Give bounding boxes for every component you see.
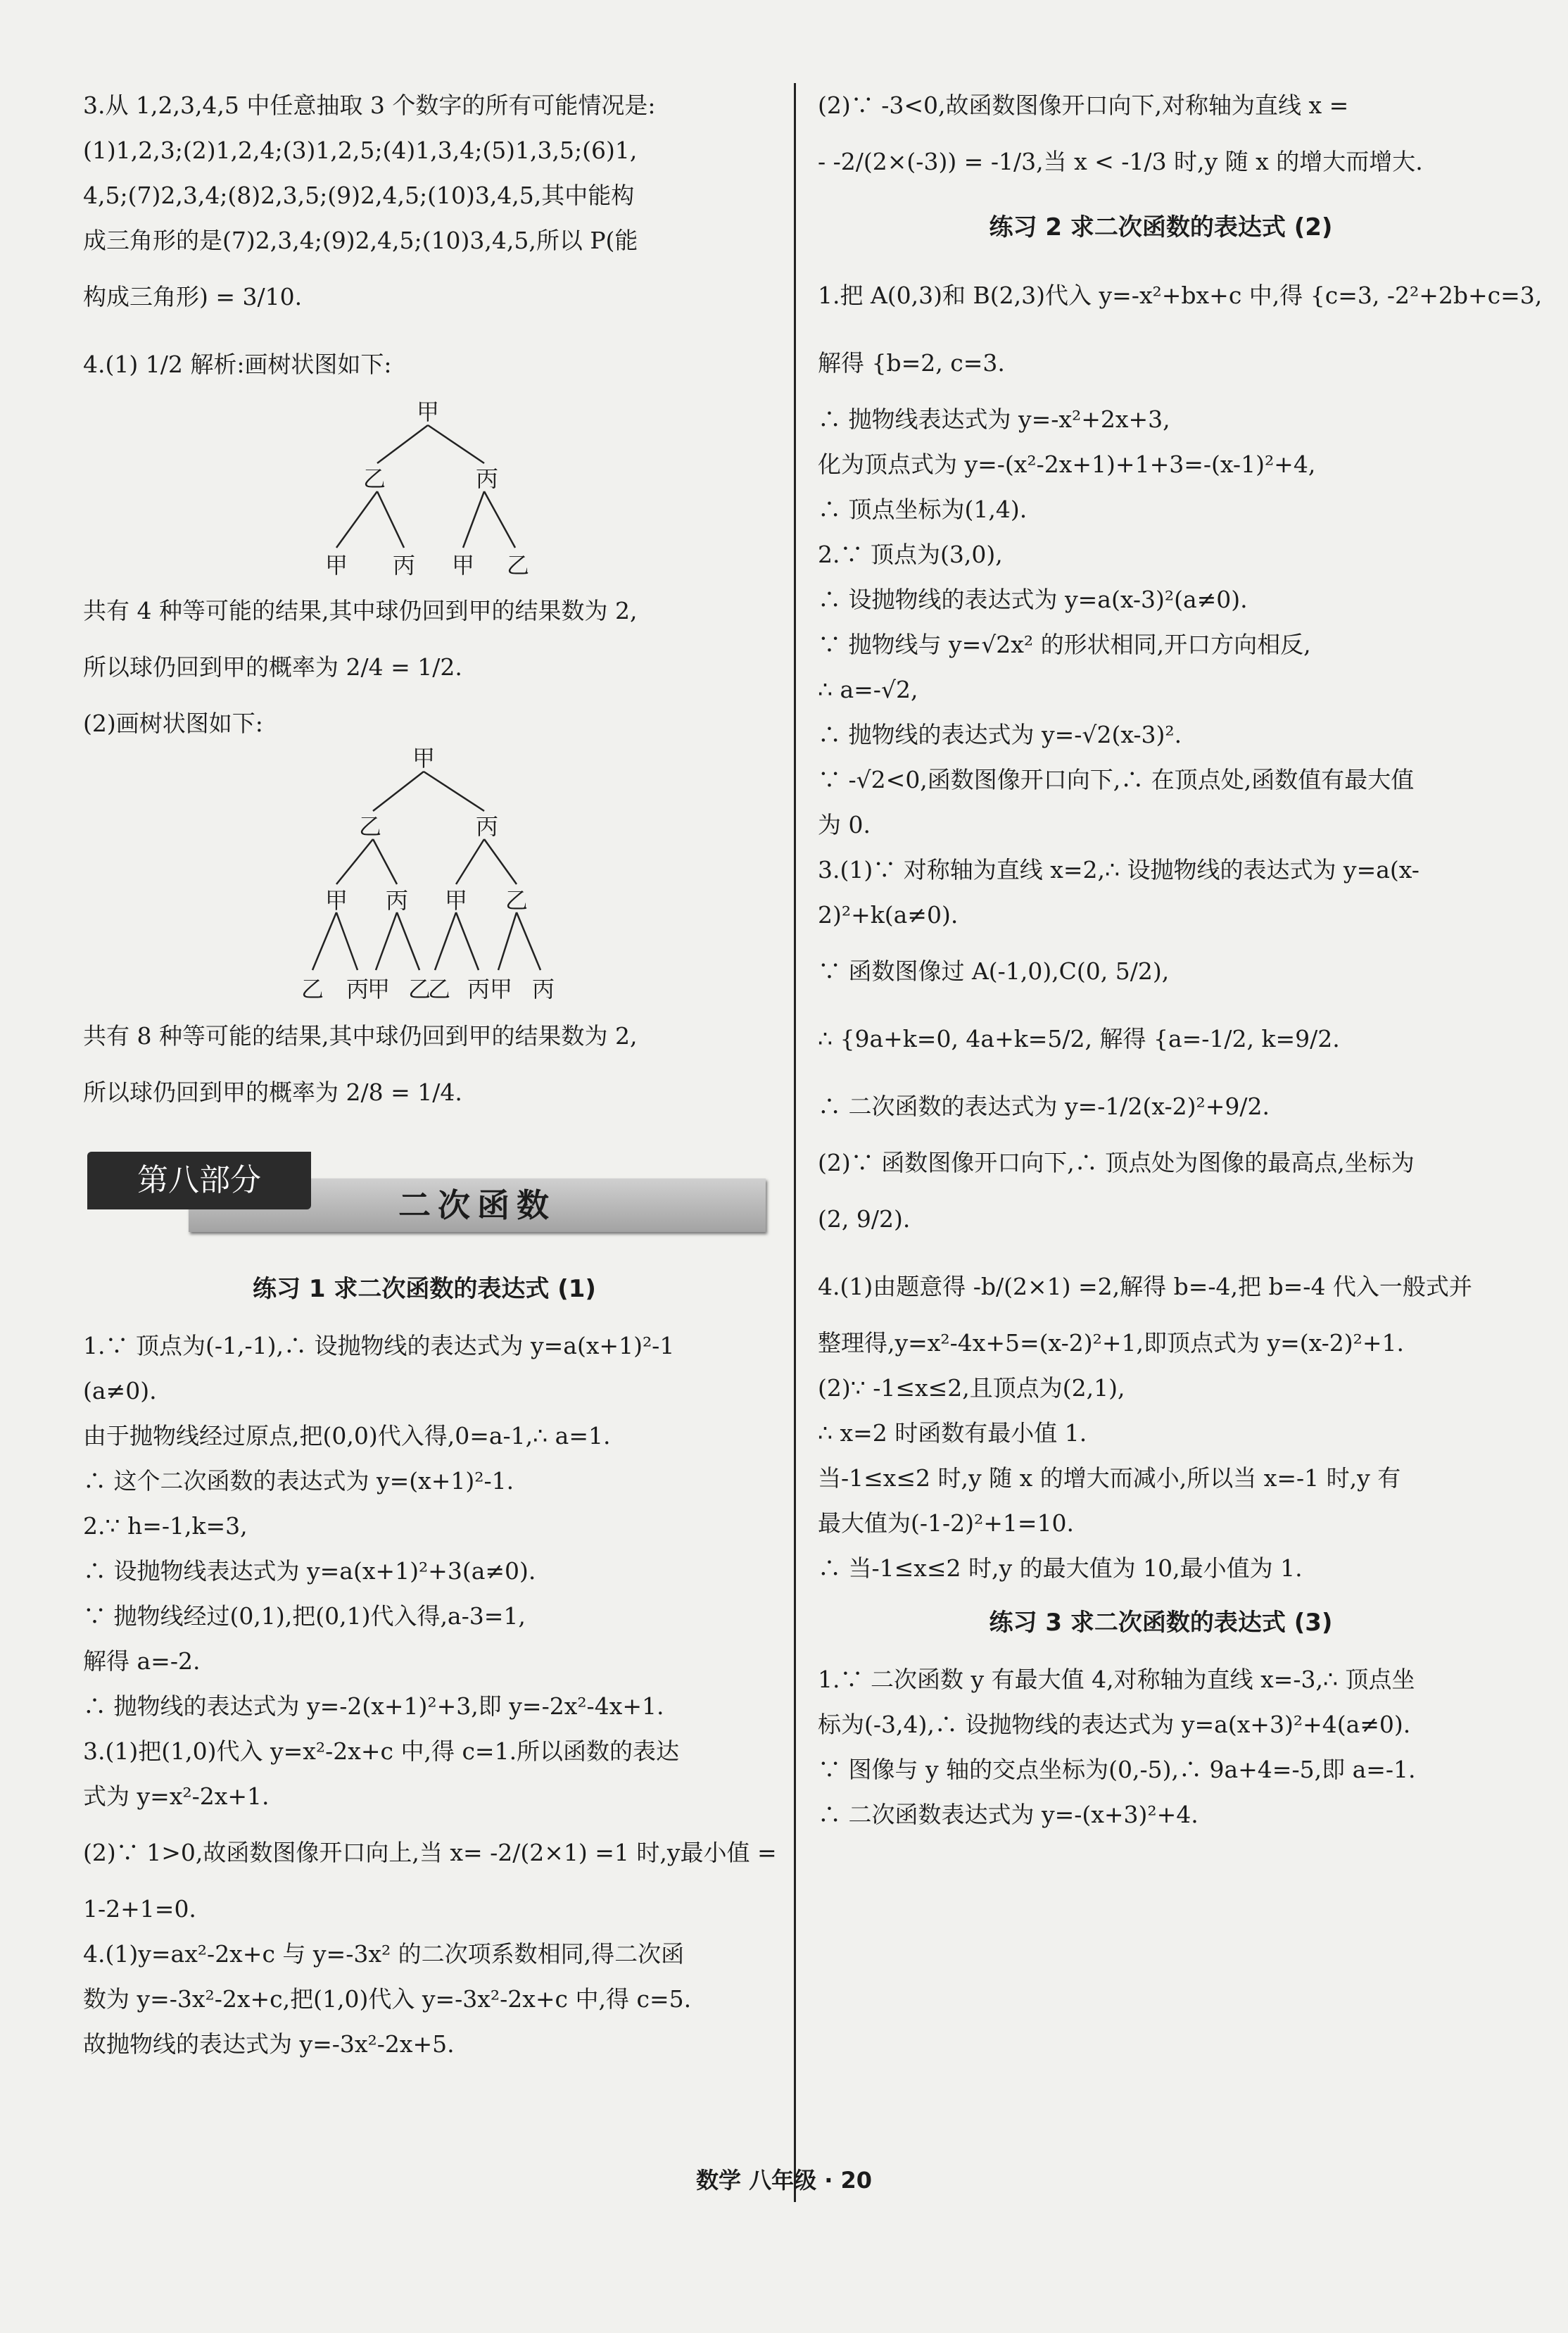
tree1-node: 乙: [362, 465, 386, 492]
text-line: ∵ 抛物线经过(0,1),把(0,1)代入得,a-3=1,: [83, 1602, 526, 1630]
text-line: 由于抛物线经过原点,把(0,0)代入得,0=a-1,∴ a=1.: [83, 1422, 611, 1450]
text-line: 式为 y=x²-2x+1.: [83, 1782, 270, 1810]
right-column: [818, 83, 1543, 1837]
text-line: (2, 9/2).: [818, 1205, 911, 1233]
tree2-leaf: 甲: [367, 976, 391, 1002]
text-line: (2)∵ 函数图像开口向下,∴ 顶点处为图像的最高点,坐标为: [818, 1149, 1415, 1176]
text-line: 整理得,y=x²-4x+5=(x-2)²+1,即顶点式为 y=(x-2)²+1.: [818, 1329, 1405, 1357]
text-line: ∴ 设抛物线的表达式为 y=a(x-3)²(a≠0).: [818, 586, 1248, 613]
tree2-leaf: 乙: [301, 976, 324, 1002]
text-line: 解得 {b=2, c=3.: [818, 349, 1005, 377]
tree1-node: 丙: [475, 465, 499, 492]
text-line: ∴ 设抛物线表达式为 y=a(x+1)²+3(a≠0).: [83, 1557, 536, 1585]
text-line: 2.∵ h=-1,k=3,: [83, 1512, 248, 1540]
exercise-title: 练习 1 求二次函数的表达式 (1): [253, 1275, 596, 1303]
tree2-root: 甲: [412, 746, 436, 772]
tree2-node: 乙: [505, 887, 529, 914]
text-line: (2)∵ 1>0,故函数图像开口向上,当 x= -2/(2×1) =1 时,y最小值 =: [83, 1839, 777, 1866]
text-line: ∴ {9a+k=0, 4a+k=5/2, 解得 {a=-1/2, k=9/2.: [818, 1025, 1340, 1052]
tree2-leaf: 乙: [407, 976, 431, 1002]
text-line: ∴ 顶点坐标为(1,4).: [818, 496, 1028, 523]
text-line: 成三角形的是(7)2,3,4;(9)2,4,5;(10)3,4,5,所以 P(能: [83, 227, 638, 254]
text-line: ∴ 二次函数表达式为 y=-(x+3)²+4.: [818, 1801, 1199, 1828]
text-line: (2)∵ -3<0,故函数图像开口向下,对称轴为直线 x =: [818, 92, 1349, 119]
text-line: 解得 a=-2.: [83, 1647, 201, 1675]
text-line: ∵ 抛物线与 y=√2x² 的形状相同,开口方向相反,: [818, 631, 1311, 658]
text-line: (2)∵ -1≤x≤2,且顶点为(2,1),: [818, 1374, 1125, 1402]
text-line: ∴ 当-1≤x≤2 时,y 的最大值为 10,最小值为 1.: [818, 1554, 1303, 1582]
text-line: 共有 8 种等可能的结果,其中球仍回到甲的结果数为 2,: [83, 1022, 638, 1050]
text-line: 4,5;(7)2,3,4;(8)2,3,5;(9)2,4,5;(10)3,4,5,其中能构: [83, 182, 635, 209]
text-line: ∴ a=-√2,: [818, 676, 918, 703]
text-line: ∵ -√2<0,函数图像开口向下,∴ 在顶点处,函数值有最大值: [818, 766, 1415, 793]
text-line: 所以球仍回到甲的概率为 2/8 = 1/4.: [83, 1079, 462, 1106]
tree1-leaf: 甲: [324, 552, 348, 579]
text-line: 共有 4 种等可能的结果,其中球仍回到甲的结果数为 2,: [83, 597, 638, 624]
tree2-leaf: 丙: [531, 976, 555, 1002]
text-line: (2)画树状图如下:: [83, 710, 263, 737]
text-line: ∴ 抛物线的表达式为 y=-2(x+1)²+3,即 y=-2x²-4x+1.: [83, 1692, 664, 1720]
text-line: 4.(1)y=ax²-2x+c 与 y=-3x² 的二次项系数相同,得二次函: [83, 1940, 685, 1968]
text-line: 1.∵ 二次函数 y 有最大值 4,对称轴为直线 x=-3,∴ 顶点坐: [818, 1666, 1415, 1693]
text-line: 3.(1)∵ 对称轴为直线 x=2,∴ 设抛物线的表达式为 y=a(x-: [818, 856, 1420, 883]
text-line: 化为顶点式为 y=-(x²-2x+1)+1+3=-(x-1)²+4,: [818, 451, 1316, 478]
tree2-node: 甲: [324, 887, 348, 914]
tree2-leaf: 丙: [346, 976, 369, 1002]
section-tag: 第八部分: [87, 1152, 311, 1209]
tree2-node: 丙: [385, 887, 409, 914]
tree2-node: 乙: [358, 813, 382, 840]
text-line: 所以球仍回到甲的概率为 2/4 = 1/2.: [83, 653, 462, 681]
text-line: 数为 y=-3x²-2x+c,把(1,0)代入 y=-3x²-2x+c 中,得 c=5.: [83, 1985, 692, 2013]
text-line: ∴ x=2 时函数有最小值 1.: [818, 1419, 1087, 1447]
text-line: 为 0.: [818, 811, 871, 838]
text-line: 标为(-3,4),∴ 设抛物线的表达式为 y=a(x+3)²+4(a≠0).: [818, 1711, 1411, 1738]
text-line: ∴ 这个二次函数的表达式为 y=(x+1)²-1.: [83, 1467, 514, 1495]
text-line: ∴ 抛物线表达式为 y=-x²+2x+3,: [818, 405, 1170, 433]
page-footer: 数学 八年级 · 20: [695, 2167, 873, 2194]
column-divider: [794, 83, 796, 2202]
left-column: [83, 83, 777, 2067]
text-line: ∵ 函数图像过 A(-1,0),C(0, 5/2),: [818, 957, 1170, 985]
text-line: (1)1,2,3;(2)1,2,4;(3)1,2,5;(4)1,3,4;(5)1,3,5;(6)1,: [83, 137, 638, 164]
text-line: 构成三角形) = 3/10.: [83, 283, 303, 310]
text-line: 1.∵ 顶点为(-1,-1),∴ 设抛物线的表达式为 y=a(x+1)²-1: [83, 1332, 675, 1359]
text-line: 最大值为(-1-2)²+1=10.: [818, 1509, 1075, 1537]
tree1-leaf: 丙: [392, 552, 416, 579]
tree1-root: 甲: [416, 398, 440, 425]
tree-diagram-1: [83, 398, 766, 589]
section-title: 二次函数: [189, 1178, 766, 1232]
tree1-leaf: 甲: [451, 552, 475, 579]
text-line: 3.(1)把(1,0)代入 y=x²-2x+c 中,得 c=1.所以函数的表达: [83, 1737, 680, 1765]
text-line: 故抛物线的表达式为 y=-3x²-2x+5.: [83, 2030, 455, 2058]
text-line: 2)²+k(a≠0).: [818, 901, 959, 929]
tree2-leaf: 乙: [427, 976, 451, 1002]
text-line: ∵ 图像与 y 轴的交点坐标为(0,-5),∴ 9a+4=-5,即 a=-1.: [818, 1756, 1416, 1783]
tree1-leaf: 乙: [506, 552, 530, 579]
text-line: 2.∵ 顶点为(3,0),: [818, 541, 1003, 568]
exercise-title: 练习 2 求二次函数的表达式 (2): [989, 213, 1333, 241]
tree2-leaf: 丙: [467, 976, 491, 1002]
text-line: 当-1≤x≤2 时,y 随 x 的增大而减小,所以当 x=-1 时,y 有: [818, 1464, 1401, 1492]
tree-diagram-2: [83, 746, 766, 1014]
exercise-title: 练习 3 求二次函数的表达式 (3): [989, 1609, 1333, 1637]
text-line: 1-2+1=0.: [83, 1895, 196, 1923]
tree2-leaf: 甲: [489, 976, 513, 1002]
text-line: (a≠0).: [83, 1377, 157, 1404]
tree2-node: 甲: [444, 887, 468, 914]
text-line: 1.把 A(0,3)和 B(2,3)代入 y=-x²+bx+c 中,得 {c=3, -2²+2b+c=3,: [818, 282, 1543, 309]
text-line: 3.从 1,2,3,4,5 中任意抽取 3 个数字的所有可能情况是:: [83, 92, 656, 119]
text-line: ∴ 二次函数的表达式为 y=-1/2(x-2)²+9/2.: [818, 1093, 1270, 1120]
section-header: [83, 1147, 766, 1232]
text-line: ∴ 抛物线的表达式为 y=-√2(x-3)².: [818, 721, 1182, 748]
text-line: 4.(1)由题意得 -b/(2×1) =2,解得 b=-4,把 b=-4 代入一般式并: [818, 1273, 1472, 1300]
text-line: 4.(1) 1/2 解析:画树状图如下:: [83, 351, 392, 378]
text-line: - -2/(2×(-3)) = -1/3,当 x < -1/3 时,y 随 x 的增大而增大.: [818, 148, 1423, 175]
tree2-node: 丙: [475, 813, 499, 840]
